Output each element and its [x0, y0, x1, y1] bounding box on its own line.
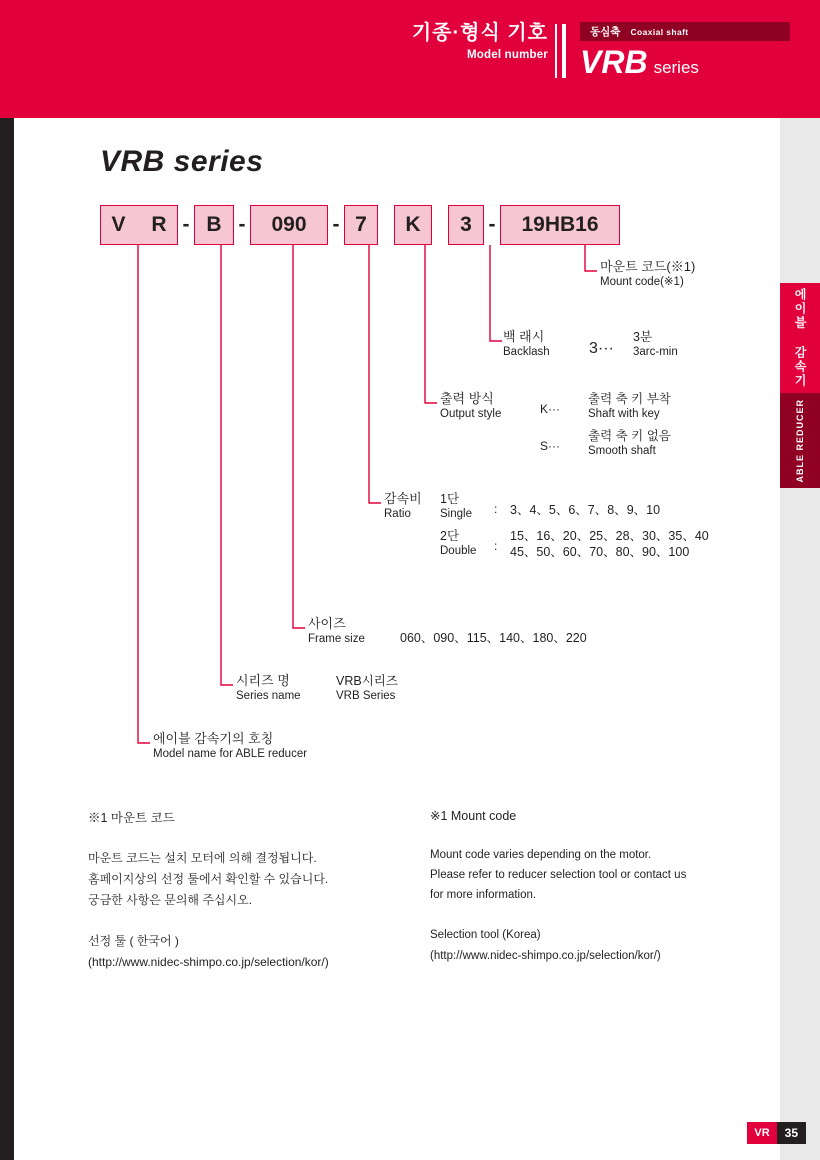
- annotation-mount-code-ko: 마운트 코드(※1): [600, 259, 696, 274]
- annotation-ratio-row-single: [440, 491, 709, 522]
- annotation-output-style: [440, 391, 671, 459]
- annotation-output-options: [540, 391, 671, 459]
- page-footer-number: 35: [777, 1122, 806, 1144]
- annotation-output-text-k: [588, 391, 671, 422]
- annotation-output-labels: [440, 391, 540, 422]
- annotation-output-key-k: K···: [540, 402, 560, 416]
- annotation-mount-code-en: Mount code(※1): [600, 276, 684, 289]
- footnote-ko-title: ※1 마운트 코드: [88, 811, 175, 825]
- code-segment-series: B: [194, 205, 234, 245]
- right-edge-strip: [780, 118, 820, 1160]
- annotation-backlash-value-en: 3arc-min: [633, 346, 678, 359]
- header-series-name-line: [580, 44, 790, 81]
- annotation-backlash: [503, 329, 678, 360]
- annotation-ratio-single-en: Single: [440, 508, 472, 521]
- annotation-model-name: [153, 731, 307, 762]
- code-segment-ratio: 7: [344, 205, 378, 245]
- annotation-ratio-row-double: [440, 528, 709, 561]
- annotation-model-en: Model name for ABLE reducer: [153, 748, 308, 761]
- annotation-series-en: Series name: [236, 690, 301, 703]
- coaxial-badge-en: Coaxial shaft: [630, 26, 689, 37]
- annotation-output-k-ko: 출력 축 키 부착: [588, 392, 671, 406]
- annotation-ratio-single-values: 3、4、5、6、7、8、9、10: [510, 503, 661, 517]
- annotation-ratio-single-sep: :: [494, 502, 498, 516]
- header-content: [412, 22, 790, 81]
- annotation-backlash-ko: 백 래시: [503, 329, 545, 344]
- annotation-output-key-s: S···: [540, 439, 560, 454]
- left-edge-bar: [0, 118, 14, 1160]
- footnote-ko-link-url[interactable]: (http://www.nidec-shimpo.co.jp/selection/kor/): [88, 955, 329, 969]
- header-series-name: VRB: [580, 44, 648, 80]
- footnote-korean: [88, 808, 418, 973]
- annotation-frame-values: 060、090、115、140、180、220: [400, 631, 587, 645]
- annotation-ratio-en: Ratio: [384, 508, 411, 521]
- annotation-ratio-double-sep: :: [494, 539, 498, 554]
- annotation-output-ko: 출력 방식: [440, 391, 494, 406]
- header-series-suffix: series: [653, 58, 699, 77]
- annotation-ratio-ko: 감속비: [384, 491, 422, 506]
- annotation-ratio-single-labels: [440, 491, 494, 522]
- annotation-series-values: [336, 673, 398, 704]
- annotation-model-ko: 에이블 감속기의 호칭: [153, 731, 274, 746]
- annotation-output-s-ko: 출력 축 키 없음: [588, 429, 671, 444]
- footnote-ko-link-label: 선정 툴 ( 한국어 ): [88, 934, 179, 948]
- header-series-block: [580, 22, 790, 81]
- footnote-ko-line-1: 마운트 코드는 설치 모터에 의해 결정됩니다.: [88, 851, 317, 865]
- annotation-series-name: [236, 673, 398, 704]
- coaxial-badge-ko: 동심축: [590, 26, 621, 38]
- annotation-mount-code: [600, 259, 695, 290]
- footnote-en-line-2: Please refer to reducer selection tool or contact us: [430, 869, 687, 882]
- footnote-ko-line-2: 홈페이지상의 선정 툴에서 확인할 수 있습니다.: [88, 872, 329, 886]
- annotation-output-option-k: [540, 391, 671, 422]
- annotation-ratio-double-labels: [440, 528, 494, 559]
- model-code-row: [100, 205, 620, 245]
- footnote-en-line-3: for more information.: [430, 889, 537, 902]
- annotation-frame-ko: 사이즈: [308, 616, 346, 631]
- page-title: VRB series: [100, 145, 264, 178]
- code-segment-backlash: 3: [448, 205, 484, 245]
- code-segment-output: K: [394, 205, 432, 245]
- annotation-ratio-double-values-1: 15、16、20、25、28、30、35、40: [510, 529, 709, 544]
- annotation-output-en: Output style: [440, 408, 502, 421]
- code-dash-3: -: [332, 213, 340, 236]
- annotation-series-ko: 시리즈 명: [236, 673, 290, 688]
- code-dash-5: -: [488, 213, 496, 236]
- code-segment-mount: 19HB16: [500, 205, 620, 245]
- header-divider: [562, 24, 566, 78]
- page-body: [0, 118, 820, 1160]
- footnote-en-link-url[interactable]: (http://www.nidec-shimpo.co.jp/selection/kor/): [430, 949, 661, 962]
- annotation-ratio-single-ko: 1단: [440, 492, 460, 506]
- header-title-en: Model number: [467, 49, 548, 61]
- footnote-ko-line-3: 궁금한 사항은 문의해 주십시오.: [88, 893, 253, 907]
- annotation-frame-labels: [308, 616, 400, 647]
- annotation-ratio-double-en: Double: [440, 545, 477, 558]
- code-segment-frame: 090: [250, 205, 328, 245]
- annotation-output-option-s: [540, 428, 671, 459]
- code-dash-1: -: [182, 213, 190, 236]
- footnote-en-link[interactable]: [430, 925, 760, 965]
- annotation-ratio: [384, 491, 709, 561]
- annotation-output-text-s: [588, 428, 671, 459]
- annotation-frame-en: Frame size: [308, 633, 365, 646]
- footnote-en-title: ※1 Mount code: [430, 809, 517, 823]
- footnote-en-body: [430, 845, 760, 905]
- footnote-en-link-label: Selection tool (Korea): [430, 929, 541, 942]
- annotation-backlash-key: 3···: [589, 340, 614, 357]
- annotation-output-k-en: Shaft with key: [588, 408, 660, 421]
- annotation-ratio-labels: [384, 491, 440, 522]
- footnote-ko-body: [88, 848, 418, 911]
- annotation-ratio-double-values: [510, 528, 709, 561]
- page-header: [0, 0, 820, 118]
- annotation-series-value-ko: VRB시리즈: [336, 674, 398, 688]
- page-footer: [747, 1122, 806, 1144]
- annotation-ratio-rows: [440, 491, 709, 561]
- footnote-en-line-1: Mount code varies depending on the motor.: [430, 849, 652, 861]
- side-tab-en-label: ABLE REDUCER: [795, 398, 805, 483]
- header-title-block: [412, 22, 562, 61]
- footnote-english: [430, 808, 760, 966]
- annotation-backlash-values: [633, 329, 678, 360]
- page-footer-label: VR: [747, 1122, 776, 1144]
- coaxial-badge: [580, 22, 790, 41]
- footnote-ko-link[interactable]: [88, 931, 418, 973]
- annotation-series-labels: [236, 673, 336, 704]
- annotation-ratio-double-values-2: 45、50、60、70、80、90、100: [510, 545, 690, 560]
- annotation-series-value-en: VRB Series: [336, 690, 396, 703]
- side-tab-en: [780, 393, 820, 488]
- annotation-backlash-value-ko: 3분: [633, 330, 653, 344]
- code-segment-vr: V R: [100, 205, 178, 245]
- annotation-frame-size: [308, 616, 587, 647]
- annotation-output-s-en: Smooth shaft: [588, 445, 656, 458]
- side-tab-ko: 에이블 감속기: [780, 283, 820, 393]
- annotation-backlash-en: Backlash: [503, 346, 550, 359]
- annotation-ratio-double-ko: 2단: [440, 529, 460, 544]
- annotation-backlash-labels: [503, 329, 589, 360]
- header-title-ko: 기종·형식 기호: [411, 22, 548, 44]
- code-dash-2: -: [238, 213, 246, 236]
